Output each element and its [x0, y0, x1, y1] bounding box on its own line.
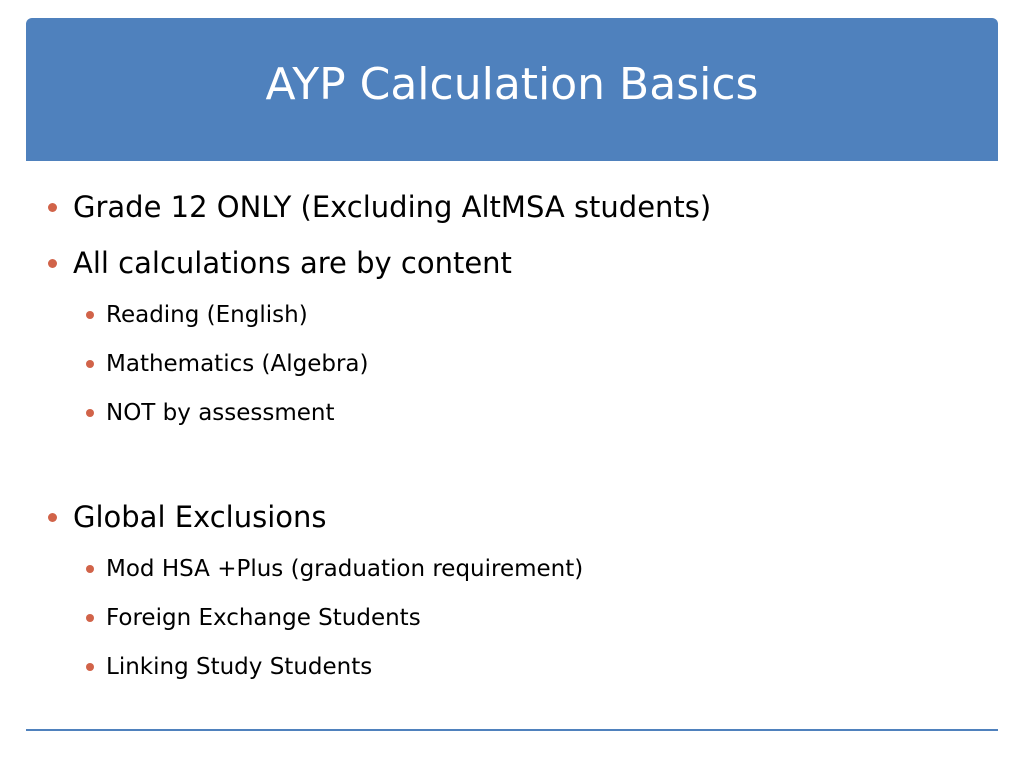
- bullet-dot-icon: [86, 311, 94, 319]
- sub-bullet-item: [86, 302, 308, 328]
- bullet-dot-icon: [48, 203, 57, 212]
- sub-bullet-text: Foreign Exchange Students: [106, 605, 421, 631]
- sub-bullet-item: [86, 556, 583, 582]
- bullet-item: [48, 500, 326, 534]
- bullet-dot-icon: [48, 259, 57, 268]
- footer-divider: [26, 729, 998, 731]
- sub-bullet-item: [86, 654, 372, 680]
- sub-bullet-text: Mathematics (Algebra): [106, 351, 369, 377]
- sub-bullet-text: NOT by assessment: [106, 400, 335, 426]
- sub-bullet-item: [86, 351, 369, 377]
- sub-bullet-text: Reading (English): [106, 302, 308, 328]
- slide-title: AYP Calculation Basics: [265, 59, 759, 110]
- bullet-text: Grade 12 ONLY (Excluding AltMSA students): [73, 190, 712, 224]
- bullet-text: All calculations are by content: [73, 246, 512, 280]
- bullet-dot-icon: [48, 513, 57, 522]
- bullet-dot-icon: [86, 360, 94, 368]
- sub-bullet-item: [86, 400, 335, 426]
- bullet-text: Global Exclusions: [73, 500, 327, 534]
- bullet-dot-icon: [86, 614, 94, 622]
- bullet-item: [48, 246, 512, 280]
- sub-bullet-item: [86, 605, 421, 631]
- bullet-dot-icon: [86, 663, 94, 671]
- bullet-dot-icon: [86, 409, 94, 417]
- sub-bullet-text: Linking Study Students: [106, 654, 373, 680]
- bullet-dot-icon: [86, 565, 94, 573]
- sub-bullet-text: Mod HSA +Plus (graduation requirement): [106, 556, 584, 582]
- bullet-item: [48, 190, 711, 224]
